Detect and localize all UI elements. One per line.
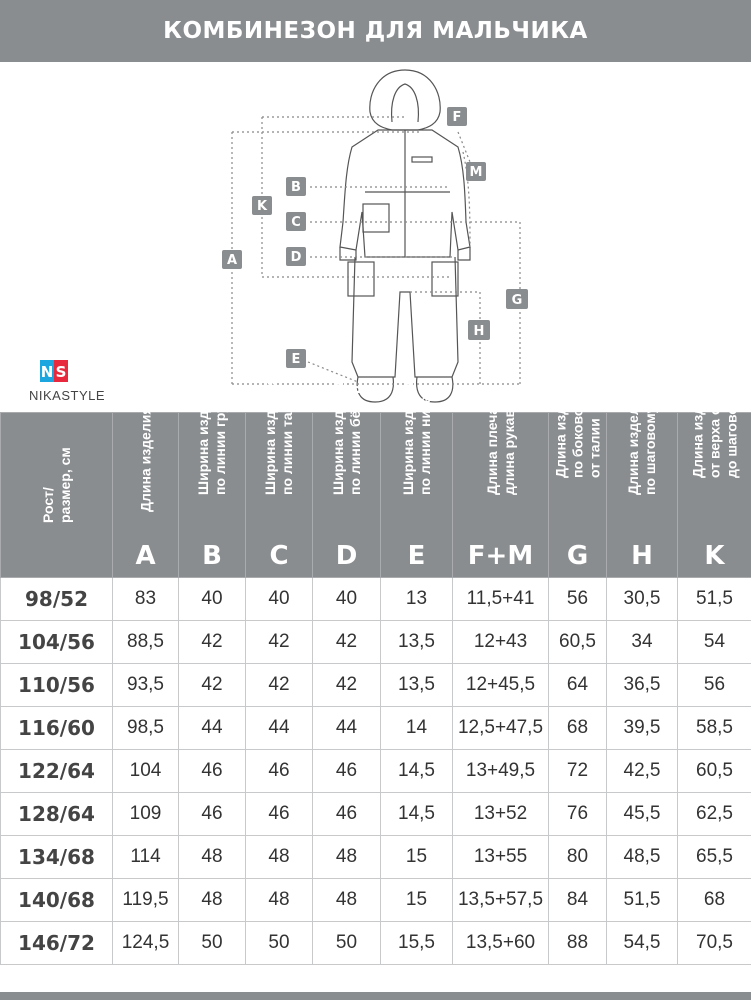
size-cell: 116/60 <box>1 707 113 750</box>
value-cell: 50 <box>179 922 246 965</box>
size-cell: 122/64 <box>1 750 113 793</box>
table-row <box>1 664 751 707</box>
value-cell: 46 <box>179 793 246 836</box>
brand-mark-icon <box>40 360 68 382</box>
value-cell: 114 <box>113 836 179 879</box>
value-cell: 68 <box>678 879 751 922</box>
size-cell: 104/56 <box>1 621 113 664</box>
value-cell: 13 <box>381 578 453 621</box>
size-cell: 146/72 <box>1 922 113 965</box>
value-cell: 13,5+60 <box>453 922 549 965</box>
value-cell: 14 <box>381 707 453 750</box>
value-cell: 70,5 <box>678 922 751 965</box>
value-cell: 44 <box>246 707 313 750</box>
size-cell: 128/64 <box>1 793 113 836</box>
value-cell: 15 <box>381 836 453 879</box>
value-cell: 46 <box>246 793 313 836</box>
column-header <box>453 394 549 578</box>
label-k: K <box>256 199 268 214</box>
column-header <box>179 377 246 578</box>
column-letter: K <box>704 541 725 571</box>
value-cell: 124,5 <box>113 922 179 965</box>
value-cell: 119,5 <box>113 879 179 922</box>
value-cell: 48 <box>246 879 313 922</box>
column-letter: B <box>202 541 222 571</box>
value-cell: 42,5 <box>607 750 678 793</box>
value-cell: 46 <box>246 750 313 793</box>
value-cell: 13,5+57,5 <box>453 879 549 922</box>
value-cell: 13,5 <box>381 621 453 664</box>
value-cell: 51,5 <box>678 578 751 621</box>
table-row <box>1 922 751 965</box>
value-cell: 51,5 <box>607 879 678 922</box>
value-cell: 13,5 <box>381 664 453 707</box>
column-header <box>113 406 179 578</box>
svg-text:N: N <box>40 363 54 381</box>
value-cell: 13+55 <box>453 836 549 879</box>
garment-diagram <box>0 62 751 412</box>
value-cell: 56 <box>549 578 607 621</box>
value-cell: 44 <box>179 707 246 750</box>
value-cell: 84 <box>549 879 607 922</box>
column-header <box>246 377 313 578</box>
column-header <box>381 377 453 578</box>
column-letter: E <box>407 541 426 571</box>
value-cell: 56 <box>678 664 751 707</box>
value-cell: 34 <box>607 621 678 664</box>
value-cell: 12+45,5 <box>453 664 549 707</box>
value-cell: 42 <box>313 621 381 664</box>
value-cell: 58,5 <box>678 707 751 750</box>
value-cell: 42 <box>179 664 246 707</box>
label-b: B <box>291 180 301 195</box>
value-cell: 72 <box>549 750 607 793</box>
size-cell: 98/52 <box>1 578 113 621</box>
column-letter: A <box>135 541 156 571</box>
value-cell: 76 <box>549 793 607 836</box>
table-row <box>1 621 751 664</box>
size-cell: 110/56 <box>1 664 113 707</box>
column-header-label: Длина изделия от верха стойки до шагового шва <box>689 360 739 478</box>
label-d: D <box>290 250 302 265</box>
value-cell: 93,5 <box>113 664 179 707</box>
value-cell: 44 <box>313 707 381 750</box>
page-title: КОМБИНЕЗОН ДЛЯ МАЛЬЧИКА <box>163 18 588 44</box>
value-cell: 88 <box>549 922 607 965</box>
value-cell: 50 <box>313 922 381 965</box>
column-header-label: Длина изделия <box>137 406 153 512</box>
value-cell: 11,5+41 <box>453 578 549 621</box>
size-cell: 140/68 <box>1 879 113 922</box>
value-cell: 42 <box>313 664 381 707</box>
column-header-label: Рост/ размер, см <box>39 447 73 523</box>
value-cell: 48,5 <box>607 836 678 879</box>
value-cell: 13+52 <box>453 793 549 836</box>
value-cell: 46 <box>313 793 381 836</box>
value-cell: 36,5 <box>607 664 678 707</box>
value-cell: 42 <box>246 621 313 664</box>
column-letter: H <box>631 541 653 571</box>
value-cell: 40 <box>313 578 381 621</box>
column-header-label: Ширина изделия по линии талии <box>262 377 295 495</box>
value-cell: 68 <box>549 707 607 750</box>
value-cell: 42 <box>179 621 246 664</box>
column-letter: C <box>269 541 289 571</box>
column-letter: G <box>566 541 589 571</box>
value-cell: 12,5+47,5 <box>453 707 549 750</box>
table-row <box>1 750 751 793</box>
value-cell: 48 <box>246 836 313 879</box>
value-cell: 40 <box>246 578 313 621</box>
value-cell: 109 <box>113 793 179 836</box>
column-header-label: Ширина изделия по линии бёдер <box>329 377 363 495</box>
value-cell: 54 <box>678 621 751 664</box>
table-row <box>1 578 751 621</box>
value-cell: 60,5 <box>549 621 607 664</box>
column-header <box>607 374 678 578</box>
column-letter: F+M <box>467 541 534 571</box>
column-header <box>549 358 607 578</box>
table-row <box>1 879 751 922</box>
value-cell: 45,5 <box>607 793 678 836</box>
value-cell: 15 <box>381 879 453 922</box>
value-cell: 60,5 <box>678 750 751 793</box>
value-cell: 46 <box>313 750 381 793</box>
value-cell: 62,5 <box>678 793 751 836</box>
value-cell: 12+43 <box>453 621 549 664</box>
value-cell: 98,5 <box>113 707 179 750</box>
value-cell: 39,5 <box>607 707 678 750</box>
column-header <box>678 360 751 578</box>
table-row <box>1 707 751 750</box>
footer-bar <box>0 992 751 1000</box>
jumpsuit-illustration <box>0 62 751 412</box>
size-cell: 134/68 <box>1 836 113 879</box>
value-cell: 46 <box>179 750 246 793</box>
value-cell: 64 <box>549 664 607 707</box>
value-cell: 83 <box>113 578 179 621</box>
table-header-row <box>1 413 751 578</box>
label-f: F <box>452 110 462 125</box>
svg-text:S: S <box>55 363 67 381</box>
value-cell: 48 <box>179 879 246 922</box>
value-cell: 15,5 <box>381 922 453 965</box>
value-cell: 88,5 <box>113 621 179 664</box>
column-header-label: Длина изделия по боковому шву от талии <box>552 358 602 478</box>
title-bar <box>0 0 751 62</box>
column-header <box>313 377 381 578</box>
value-cell: 50 <box>246 922 313 965</box>
value-cell: 42 <box>246 664 313 707</box>
table-body <box>1 578 751 965</box>
value-cell: 48 <box>313 879 381 922</box>
label-c: C <box>291 215 301 230</box>
value-cell: 48 <box>313 836 381 879</box>
column-header-label: Ширина изделия по линии груди <box>195 377 228 495</box>
label-m: M <box>469 165 483 180</box>
label-h: H <box>473 324 485 339</box>
label-a: A <box>226 253 238 268</box>
value-cell: 13+49,5 <box>453 750 549 793</box>
value-cell: 80 <box>549 836 607 879</box>
value-cell: 14,5 <box>381 793 453 836</box>
value-cell: 54,5 <box>607 922 678 965</box>
column-header-label: Длина плеча + длина рукава <box>483 394 517 495</box>
label-e: E <box>291 352 301 367</box>
brand-name: NIKASTYLE <box>28 388 106 403</box>
value-cell: 40 <box>179 578 246 621</box>
column-header-label: Ширина изделия по линии низа <box>399 377 433 495</box>
value-cell: 104 <box>113 750 179 793</box>
value-cell: 48 <box>179 836 246 879</box>
table-row <box>1 836 751 879</box>
value-cell: 14,5 <box>381 750 453 793</box>
value-cell: 65,5 <box>678 836 751 879</box>
label-g: G <box>511 293 523 308</box>
column-letter: D <box>335 541 358 571</box>
value-cell: 30,5 <box>607 578 678 621</box>
table-row <box>1 793 751 836</box>
column-header <box>1 413 113 578</box>
column-header-label: Длина изделия по шаговому шву <box>625 374 658 495</box>
